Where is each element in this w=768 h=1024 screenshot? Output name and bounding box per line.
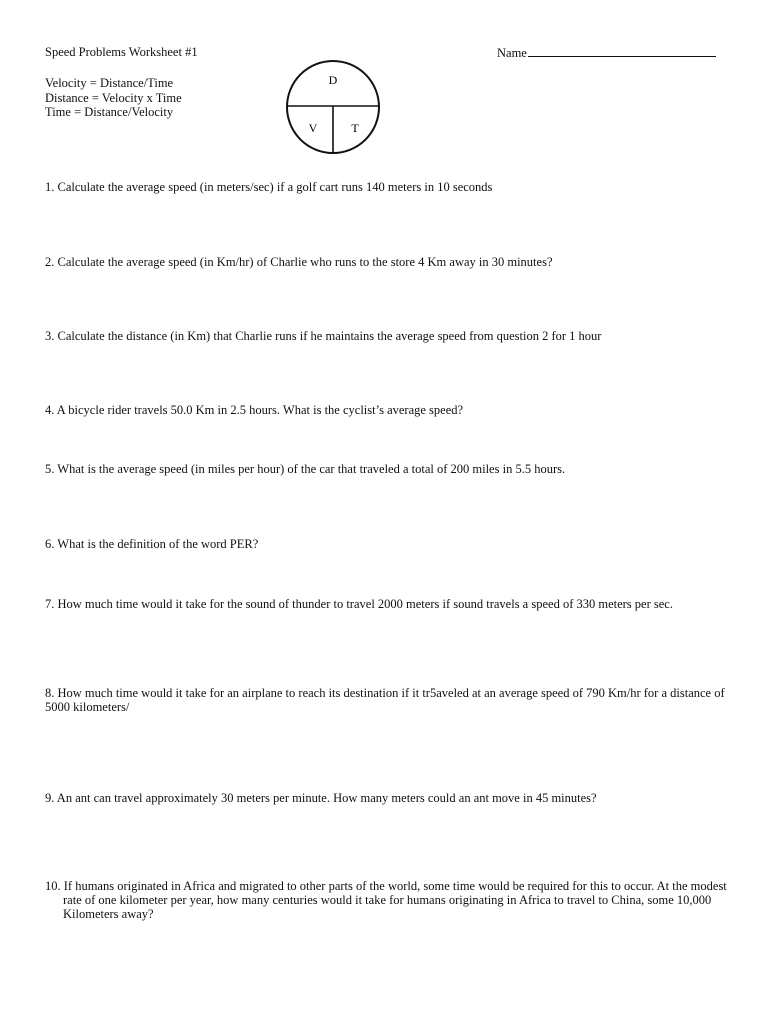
question-7: 7. How much time would it take for the sound of thunder to travel 2000 meters if sound travels a speed of 330 meters per sec. <box>45 597 673 611</box>
worksheet-title: Speed Problems Worksheet #1 <box>45 45 198 59</box>
dvt-label-v: V <box>308 121 318 135</box>
dvt-label-d: D <box>328 73 338 87</box>
formula-time: Time = Distance/Velocity <box>45 105 174 119</box>
question-3: 3. Calculate the distance (in Km) that Charlie runs if he maintains the average speed from question 2 for 1 hour <box>45 329 602 343</box>
question-1: 1. Calculate the average speed (in meters/sec) if a golf cart runs 140 meters in 10 seconds <box>45 180 493 194</box>
question-9: 9. An ant can travel approximately 30 meters per minute. How many meters could an ant move in 45 minutes? <box>45 791 597 805</box>
question-2: 2. Calculate the average speed (in Km/hr) of Charlie who runs to the store 4 Km away in 30 minutes? <box>45 255 553 269</box>
question-6: 6. What is the definition of the word PER? <box>45 537 259 551</box>
question-5: 5. What is the average speed (in miles per hour) of the car that traveled a total of 200 miles in 5.5 hours. <box>45 462 566 476</box>
name-blank-line[interactable] <box>528 45 716 57</box>
dvt-triangle-diagram <box>284 59 382 155</box>
formula-velocity: Velocity = Distance/Time <box>45 76 174 90</box>
dvt-label-t: T <box>351 121 359 135</box>
name-label: Name <box>497 46 527 60</box>
name-field[interactable] <box>497 45 716 61</box>
question-10: 10. If humans originated in Africa and migrated to other parts of the world, some time would be required for this to occur. At the modest rate of one kilometer per year, how many centuries would it take for humans originating in Africa to travel to China, some 10,000 Kilometers away? <box>45 879 727 921</box>
formula-distance: Distance = Velocity x Time <box>45 91 182 105</box>
question-8: 8. How much time would it take for an airplane to reach its destination if it tr5aveled at an average speed of 790 Km/hr for a distance of 5000 kilometers/ <box>45 686 725 714</box>
question-4: 4. A bicycle rider travels 50.0 Km in 2.5 hours. What is the cyclist’s average speed? <box>45 403 464 417</box>
